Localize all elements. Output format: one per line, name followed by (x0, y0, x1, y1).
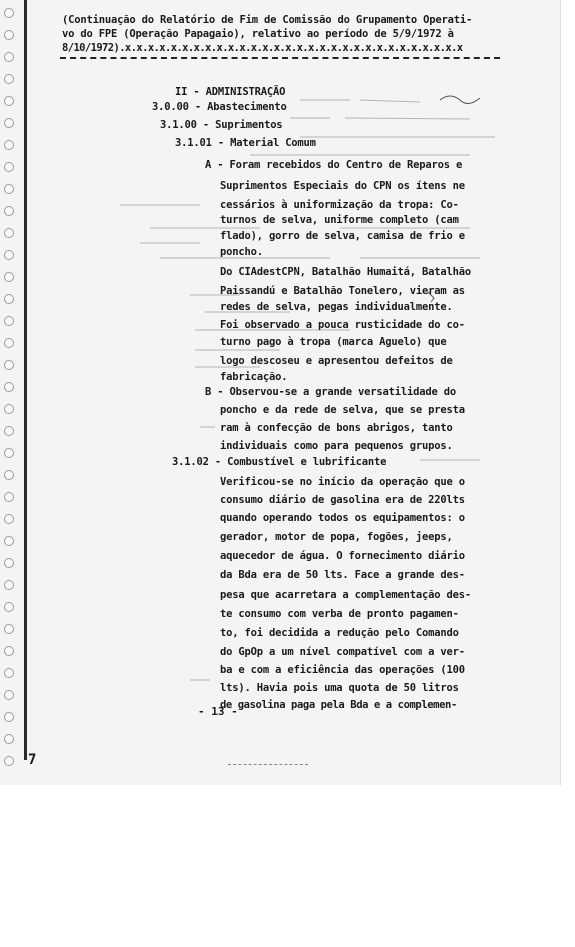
header-line: (Continuação do Relatório de Fim de Comissão do Grupamento Operati- (62, 14, 473, 26)
body-line: cessários à uniformização da tropa: Co- (220, 199, 459, 211)
body-line: turnos de selva, uniforme completo (cam (220, 214, 459, 226)
body-line: Suprimentos Especiais do CPN os ítens ne (220, 180, 465, 192)
body-line: turno pago à tropa (marca Aguelo) que (220, 336, 447, 348)
body-line: te consumo com verba de pronto pagamen- (220, 608, 459, 620)
subsection-heading: 3.1.00 - Suprimentos (160, 119, 283, 131)
body-line: individuais como para pequenos grupos. (220, 440, 453, 452)
body-line: fabricação. (220, 371, 288, 383)
body-line: ram à confecção de bons abrigos, tanto (220, 422, 453, 434)
body-line: Do CIAdestCPN, Batalhão Humaitá, Batalhão (220, 266, 471, 278)
header-line: 8/10/1972).x.x.x.x.x.x.x.x.x.x.x.x.x.x.x.x.x.x.x.x.x.x.x.x.x.x.x.x.x.x (62, 42, 463, 54)
body-line: da Bda era de 50 lts. Face a grande des- (220, 569, 465, 581)
header-divider (60, 57, 500, 59)
body-line: A - Foram recebidos do Centro de Reparos e (205, 159, 463, 171)
body-line: Paissandú e Batalhão Tonelero, vieram as (220, 285, 465, 297)
body-line: redes de selva, pegas individualmente. (220, 301, 453, 313)
body-line: poncho e da rede de selva, que se presta (220, 404, 465, 416)
body-line: consumo diário de gasolina era de 220lts (220, 494, 465, 506)
body-line: to, foi decidida a redução pelo Comando (220, 627, 459, 639)
body-line: logo descoseu e apresentou defeitos de (220, 355, 453, 367)
body-line: Foi observado a pouca rusticidade do co- (220, 319, 465, 331)
page-number: - 13 - (198, 705, 238, 718)
body-line: pesa que acarretara a complementação des- (220, 589, 471, 601)
body-line: de gasolina paga pela Bda e a complemen- (220, 699, 457, 711)
subsection-heading: 3.1.01 - Material Comum (175, 137, 316, 149)
footer-rule (228, 764, 308, 765)
subsection-heading: 3.1.02 - Combustível e lubrificante (172, 456, 387, 468)
body-line: ba e com a eficiência das operações (100 (220, 664, 465, 676)
subsection-heading: 3.0.00 - Abastecimento (152, 101, 287, 113)
body-line: aquecedor de água. O fornecimento diário (220, 550, 465, 562)
section-heading: II - ADMINISTRAÇÃO (175, 86, 286, 98)
corner-mark: 7 (28, 752, 37, 768)
body-line: poncho. (220, 246, 263, 258)
body-line: gerador, motor de popa, fogões, jeeps, (220, 531, 453, 543)
body-line: flado), gorro de selva, camisa de frio e (220, 230, 465, 242)
body-line: B - Observou-se a grande versatilidade do (205, 386, 456, 398)
body-line: Verificou-se no início da operação que o (220, 476, 465, 488)
header-line: vo do FPE (Operação Papagaio), relativo ao período de 5/9/1972 à (62, 28, 454, 40)
body-line: quando operando todos os equipamentos: o (220, 512, 465, 524)
body-line: lts). Havia pois uma quota de 50 litros (220, 682, 459, 694)
body-line: do GpOp a um nível compatível com a ver- (220, 646, 465, 658)
